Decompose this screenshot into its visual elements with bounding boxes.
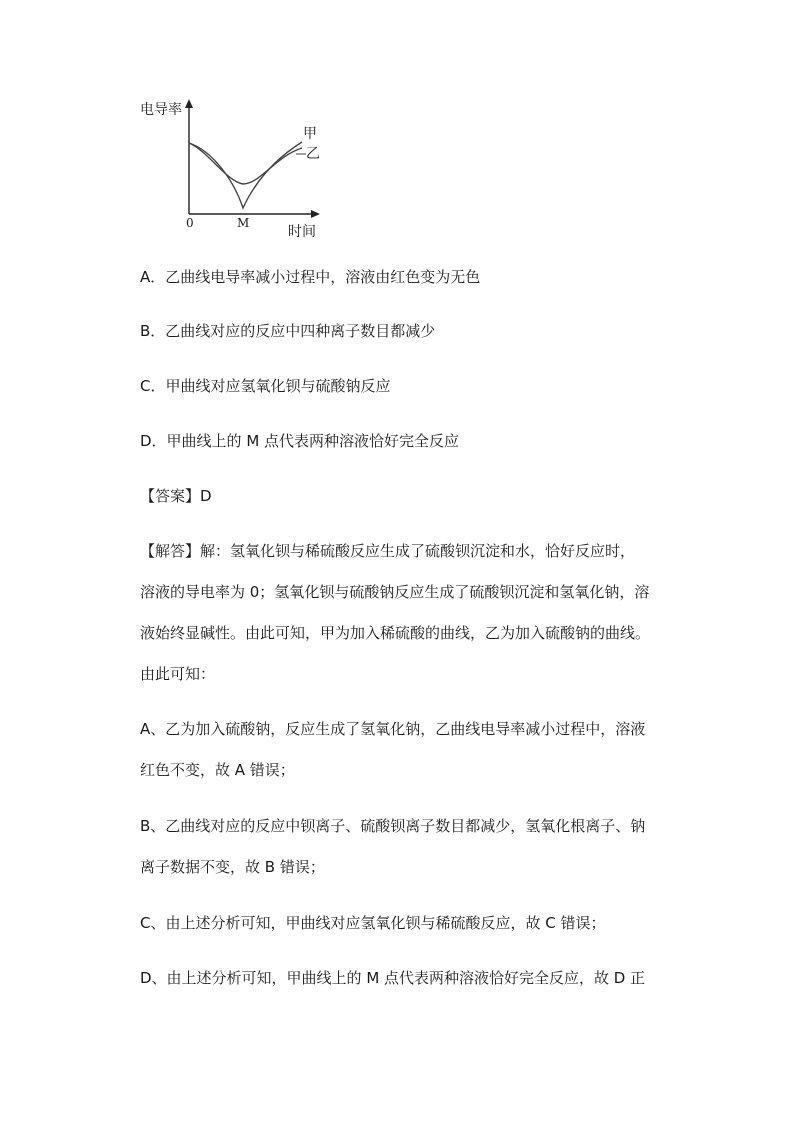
x-axis-label: 时间 xyxy=(288,224,316,240)
curve-jia xyxy=(189,142,302,208)
analysis-line-3: 液始终显碱性。由此可知，甲为加入稀硫酸的曲线，乙为加入硫酸钠的曲线。 xyxy=(140,624,651,642)
point-m-label: M xyxy=(237,216,250,230)
option-d: D．甲曲线上的 M 点代表两种溶液恰好完全反应 xyxy=(140,432,460,450)
y-axis-label: 电导率 xyxy=(140,102,182,118)
curve-yi xyxy=(189,143,302,184)
analysis-line-2: 溶液的导电率为 0；氢氧化钡与硫酸钠反应生成了硫酸钡沉淀和氢氧化钠，溶 xyxy=(140,583,650,601)
analysis-c-line-1: C、由上述分析可知，甲曲线对应氢氧化钡与稀硫酸反应，故 C 错误； xyxy=(140,914,606,932)
analysis-line-4: 由此可知： xyxy=(140,665,216,683)
analysis-a-line-1: A、乙为加入硫酸钠，反应生成了氢氧化钠，乙曲线电导率减小过程中，溶液 xyxy=(140,720,646,738)
conductivity-figure xyxy=(138,96,338,246)
option-c: C．甲曲线对应氢氧化钡与硫酸钠反应 xyxy=(140,377,391,395)
answer: 【答案】D xyxy=(140,487,212,505)
curve-jia-label: 甲 xyxy=(303,126,317,142)
analysis-line-1: 【解答】解：氢氧化钡与稀硫酸反应生成了硫酸钡沉淀和水，恰好反应时， xyxy=(140,542,636,560)
origin-label: 0 xyxy=(186,216,194,230)
analysis-b-line-2: 离子数据不变，故 B 错误； xyxy=(140,858,325,876)
curve-yi-label: 乙 xyxy=(306,146,320,162)
option-a: A．乙曲线电导率减小过程中，溶液由红色变为无色 xyxy=(140,268,481,286)
conductivity-graph xyxy=(138,96,338,246)
y-axis-arrow xyxy=(185,99,193,108)
x-axis-arrow xyxy=(311,210,320,218)
option-b: B．乙曲线对应的反应中四种离子数目都减少 xyxy=(140,322,436,340)
analysis-d-line-1: D、由上述分析可知，甲曲线上的 M 点代表两种溶液恰好完全反应，故 D 正 xyxy=(140,969,646,987)
analysis-b-line-1: B、乙曲线对应的反应中钡离子、硫酸钡离子数目都减少，氢氧化根离子、钠 xyxy=(140,817,646,835)
analysis-a-line-2: 红色不变，故 A 错误； xyxy=(140,761,295,779)
